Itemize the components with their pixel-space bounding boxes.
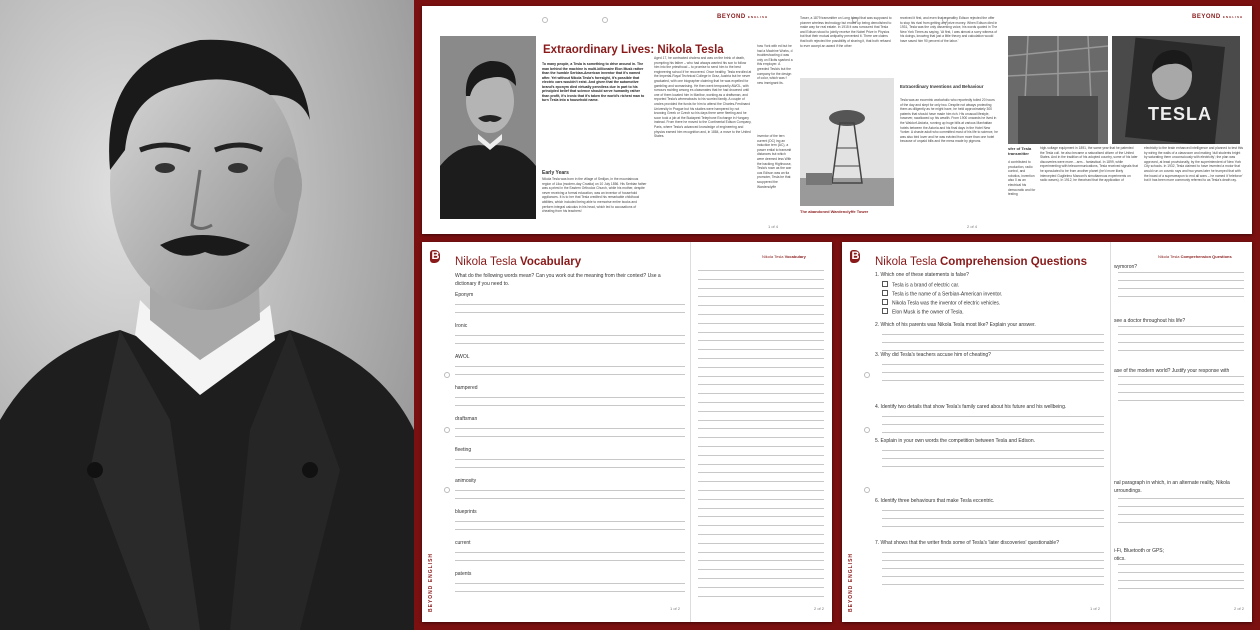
answer-line[interactable] — [882, 526, 1104, 527]
answer-line[interactable] — [698, 516, 824, 517]
article-column-4b: Tesla was an eccentric workaholic who reportedly toiled 20 hours of the day and slept for only two. Despite not always protecting them as diligently as he might have, he held approximately 300 patents that should have made him rich. His unusual lifestyle, however, swallowed up his wealth. From 1900 onwards he lived in the Waldorf-Astoria, running up huge bills at various Manhattan hotels between the Astoria and his final days in the Hotel New Yorker. A chaste adult who committed most of his life to science, he was also bird lover and he was evicted from more than one hotel because of unpaid bills and the mess made by pigeons. — [900, 98, 998, 144]
answer-line[interactable] — [698, 525, 824, 526]
answer-line[interactable] — [1118, 296, 1244, 297]
answer-line[interactable] — [882, 364, 1104, 365]
answer-line[interactable] — [698, 578, 824, 579]
article-column-2: Aged 17, he contracted cholera and was on the brink of death, prompting his father – who had always wanted his son to follow him into the priesthood – to promise to send him to the best engineering school if he recovered. Once healthy, Tesla enrolled at the Imperial-Royal Technical College in Graz, Austria but he never graduated, with one biographer claiming that he was expelled for gambling and womanising. He then went temporarily AWOL, with rumours swirling among ex-classmates that he had drowned until one of them located him in Maribor, working as a draftsman, and reported Tesla's whereabouts to his worried family. A couple of uncles provided the funds for him to attend the Charles-Ferdinand University in Prague but his studies were hampered by not knowing Greek or Czech so his days there were fleeting and he soon took a job at the Budapest Telephone Exchange in Hungary instead. From there he moved to the Continental Edison Company, Paris, where Tesla's advanced knowledge of engineering and physics earned him recognition and, in 1884, a move to the United States. — [654, 56, 752, 139]
answer-line[interactable] — [455, 552, 685, 553]
tower-caption: The abandoned Wardenclyffe Tower — [800, 209, 869, 214]
answer-line[interactable] — [698, 508, 824, 509]
page-number-q-1: 1 of 2 — [1090, 606, 1101, 611]
book-title: TESLA — [1148, 104, 1213, 124]
question-3: 3. Why did Tesla's teachers accuse him of cheating? — [875, 352, 991, 358]
page-divider — [1110, 242, 1111, 622]
answer-line[interactable] — [698, 332, 824, 333]
answer-line[interactable] — [882, 334, 1104, 335]
answer-line[interactable] — [698, 455, 824, 456]
early-years-heading: Early Years — [542, 170, 569, 176]
answer-line[interactable] — [1118, 334, 1244, 335]
comprehension-header: Nikola Tesla Comprehension Questions — [1158, 254, 1232, 259]
answer-line[interactable] — [455, 335, 685, 336]
answer-line[interactable] — [1118, 280, 1244, 281]
answer-line[interactable] — [698, 296, 824, 297]
answer-line[interactable] — [698, 596, 824, 597]
answer-line[interactable] — [882, 450, 1104, 451]
answer-line[interactable] — [698, 552, 824, 553]
article-column-4: received it first, and even that a wealthy Edison rejected the offer to stop his rival from getting any prize money. When Edison died in 1931, Tesla was the only dissenting voice, his words quoted in The New York Times as saying, 'At first, I was almost a sorry witness of his doings, knowing that just a little theory and calculation would have saved him 90 percent of the labor.' — [900, 16, 998, 43]
answer-line[interactable] — [455, 529, 685, 530]
binder-hole — [602, 17, 608, 23]
answer-line[interactable] — [455, 366, 685, 367]
answer-line[interactable] — [1118, 376, 1244, 377]
comprehension-sheet — [842, 242, 1252, 622]
article-sheet — [422, 6, 1252, 234]
article-partial-b: inventor of the tern current (DC) ing an induction tern (AC), a power ential to transmit distances but which were deemed less With the backing Highhouse, Tesla's rown as the war ous Edison was an tla promoter, Tesla be that scuppered the Wardenclyffe — [757, 134, 792, 189]
answer-line[interactable] — [1118, 272, 1244, 273]
question-6: 6. Identify three behaviours that make Tesla eccentric. — [875, 498, 995, 504]
answer-line[interactable] — [882, 584, 1104, 585]
answer-line[interactable] — [1118, 564, 1244, 565]
worksheet-preview-frame — [414, 0, 1260, 630]
answer-line[interactable] — [698, 270, 824, 271]
answer-line[interactable] — [455, 304, 685, 305]
answer-line[interactable] — [698, 279, 824, 280]
answer-line[interactable] — [698, 472, 824, 473]
article-portrait-image — [440, 36, 536, 219]
answer-line[interactable] — [1118, 350, 1244, 351]
answer-line[interactable] — [455, 560, 685, 561]
question-7: 7. What shows that the writer finds some of Tesla's 'later discoveries' questionable? — [875, 540, 1059, 546]
article-partial-e: high-voltage equipment in 1891, the same year that he patented the Tesla coil. he also became a naturalised citizen of the United States. And in the tradition of his adopted country, some of his later discoveries were more... arm... fantastical. In 1899, while experimenting with telecommunications, Tesla received signals that he speculated to be from another planet (he'd more likely intercepted Guglielmo Marconi's simultaneous experiments on radio waves). In 1912, he theorised that the application of — [1040, 146, 1138, 183]
tesla-portrait-photo — [0, 0, 414, 630]
question-1-option[interactable]: Tesla is the name of a Serbian-American inventor. — [882, 290, 1002, 298]
answer-line[interactable] — [698, 490, 824, 491]
answer-line[interactable] — [882, 350, 1104, 351]
back-question-5: urroundings. — [1114, 488, 1142, 494]
answer-line[interactable] — [455, 583, 685, 584]
answer-line[interactable] — [455, 428, 685, 429]
answer-line[interactable] — [882, 372, 1104, 373]
binder-hole — [864, 427, 870, 433]
page-number-article-1: 1 of 4 — [768, 224, 779, 229]
answer-line[interactable] — [698, 587, 824, 588]
answer-line[interactable] — [882, 458, 1104, 459]
page-number-vocab-1: 1 of 2 — [670, 606, 681, 611]
article-partial-d: d contributed to production, radio control, and robotics, invention also 0 as an electrical his democratic and for testing — [1008, 160, 1036, 197]
vertical-brand: BEYOND ENGLISH — [848, 552, 854, 612]
binder-hole — [444, 427, 450, 433]
answer-line[interactable] — [698, 393, 824, 394]
answer-line[interactable] — [882, 576, 1104, 577]
vocab-word: fleeting — [455, 447, 472, 453]
vocab-word: blueprints — [455, 509, 477, 515]
answer-line[interactable] — [455, 374, 685, 375]
answer-line[interactable] — [698, 305, 824, 306]
back-question-4: nal paragraph in which, in an alternate reality, Nikola — [1114, 480, 1230, 486]
binder-hole — [864, 487, 870, 493]
vocab-word: Ironic — [455, 323, 468, 329]
answer-line[interactable] — [698, 446, 824, 447]
question-5: 5. Explain in your own words the competition between Tesla and Edison. — [875, 438, 1036, 444]
answer-line[interactable] — [1118, 514, 1244, 515]
vocab-word: animosity — [455, 478, 477, 484]
answer-line[interactable] — [698, 499, 824, 500]
answer-line[interactable] — [1118, 522, 1244, 523]
answer-line[interactable] — [882, 560, 1104, 561]
answer-line[interactable] — [1118, 392, 1244, 393]
page-number-vocab-2: 2 of 2 — [814, 606, 825, 611]
answer-line[interactable] — [882, 380, 1104, 381]
vocab-word: hampered — [455, 385, 478, 391]
answer-line[interactable] — [882, 568, 1104, 569]
answer-line[interactable] — [698, 411, 824, 412]
answer-line[interactable] — [455, 397, 685, 398]
answer-line[interactable] — [1118, 572, 1244, 573]
answer-line[interactable] — [698, 402, 824, 403]
comprehension-title: Nikola Tesla Comprehension Questions — [875, 256, 1087, 268]
answer-line[interactable] — [1118, 498, 1244, 499]
answer-line[interactable] — [455, 405, 685, 406]
answer-line[interactable] — [1118, 580, 1244, 581]
answer-line[interactable] — [698, 569, 824, 570]
answer-line[interactable] — [455, 459, 685, 460]
answer-line[interactable] — [882, 424, 1104, 425]
vocab-word: patents — [455, 571, 472, 577]
answer-line[interactable] — [455, 343, 685, 344]
answer-line[interactable] — [455, 498, 685, 499]
answer-line[interactable] — [1118, 400, 1244, 401]
question-4: 4. Identify two details that show Tesla's family cared about his future and his wellbeing. — [875, 404, 1067, 410]
brand-b-logo — [850, 250, 860, 263]
vocabulary-title: Nikola Tesla Vocabulary — [455, 256, 582, 268]
page-number-q-2: 2 of 2 — [1234, 606, 1245, 611]
early-years-text: Nikola Tesla was born in the village of Smiljan, in the mountainous region of Lika (modern-day Croatia) on 10 July 1856. His Serbian father was a priest in the Eastern Orthodox Church, while his mother, despite never receiving a formal education, was an inventor of household appliances. It is to her that Tesla credited his remarkable childhood abilities, which included being able to memorise entire books and perform integral calculus in his head, which led to accusations of cheating from his teachers! — [542, 177, 647, 214]
answer-line[interactable] — [1118, 506, 1244, 507]
biography-book-image — [1112, 36, 1240, 144]
portrait-illustration — [0, 0, 414, 630]
back-question-6: i-Fi, Bluetooth or GPS; — [1114, 548, 1165, 554]
answer-line[interactable] — [1118, 384, 1244, 385]
back-question-3: ase of the modern world? Justify your response with — [1114, 368, 1230, 374]
article-partial-c: sfer of Tesla transmitter — [1008, 146, 1032, 156]
brand-logo-top-2: BEYOND ENGLISH — [1192, 14, 1244, 20]
answer-line[interactable] — [698, 340, 824, 341]
answer-line[interactable] — [455, 521, 685, 522]
answer-line[interactable] — [1118, 588, 1244, 589]
answer-line[interactable] — [698, 560, 824, 561]
article-lead: To many people, a Tesla is something to drive around in. The man behind the machine is multi-billionaire Elon Musk rather than the humble Serbian-American inventor that it's named after. Yet without Nikola Tesla's foresight, it's possible that electric cars wouldn't exist. And given that the automotive brand's eponym died virtually penniless due in part to his principled belief that science should serve humanity rather than profit, it's ironic that it's taken the world's richest man to turn Tesla into a household name. — [542, 62, 645, 102]
answer-line[interactable] — [882, 432, 1104, 433]
wardenclyffe-tower-image — [800, 78, 894, 206]
question-2: 2. Which of his parents was Nikola Tesla most like? Explain your answer. — [875, 322, 1036, 328]
binder-hole — [864, 372, 870, 378]
article-partial-f: electricity to the brain enhanced intelligence and planned to test this by wiring the walls of a classroom and making 'dull students bright by saturating them unconsciously with electricity'; the plan was approved, at least provisionally, by the superintendent of New York City schools. In 1932, Tesla claimed to have invented a motor that would run on cosmic rays and two years later he trumped that with the boast of a superweapon to end all wars – he named it 'teleforce' but it has been more commonly referred to as Tesla's death ray. — [1144, 146, 1243, 183]
lab-photo — [1008, 36, 1108, 144]
answer-line[interactable] — [698, 376, 824, 377]
answer-line[interactable] — [698, 323, 824, 324]
brand-logo-top-1: BEYOND ENGLISH — [717, 14, 769, 20]
binder-hole — [444, 372, 450, 378]
answer-line[interactable] — [698, 428, 824, 429]
vertical-brand: BEYOND ENGLISH — [428, 552, 434, 612]
vocab-word: AWOL — [455, 354, 470, 360]
article-partial-a: how York with ed but he had a Machine Works, d troubleshooting d was only on Elicits sparked a this employer. A greeded Tesla's but the company for the design of color, which was f new immigrant its. — [757, 44, 793, 85]
answer-line[interactable] — [882, 342, 1104, 343]
answer-line[interactable] — [455, 436, 685, 437]
answer-line[interactable] — [698, 349, 824, 350]
answer-line[interactable] — [698, 420, 824, 421]
answer-line[interactable] — [882, 552, 1104, 553]
back-question-1: wymoron? — [1114, 264, 1138, 270]
page-number-article-2: 2 of 4 — [967, 224, 978, 229]
answer-line[interactable] — [882, 510, 1104, 511]
answer-line[interactable] — [1118, 342, 1244, 343]
vocab-word: draftsman — [455, 416, 478, 422]
answer-line[interactable] — [882, 466, 1104, 467]
vocab-word: Eponym — [455, 292, 474, 298]
answer-line[interactable] — [455, 591, 685, 592]
answer-line[interactable] — [698, 384, 824, 385]
article-title: Extraordinary Lives: Nikola Tesla — [543, 44, 724, 56]
vocabulary-sheet — [422, 242, 832, 622]
question-1: 1. Which one of these statements is false? — [875, 272, 969, 278]
answer-line[interactable] — [1118, 326, 1244, 327]
answer-line[interactable] — [698, 367, 824, 368]
answer-line[interactable] — [455, 312, 685, 313]
vocabulary-instructions: What do the following words mean? Can you work out the meaning from their context? Use a dictionary if you need to. — [455, 273, 661, 287]
answer-line[interactable] — [698, 437, 824, 438]
binder-hole — [542, 17, 548, 23]
article-column-3: Tower, a 1879 transmitter on Long Island that was supposed to pioneer wireless technology but ended up being demolished to make way for real estate. In 1915 it was rumoured that Tesla and Edison stood to jointly receive the Nobel Prize in Physics but that their mutual antipathy prevented it. There are claims that both rejected the possibility of sharing it, that both refused to ever accept an award if the other — [800, 16, 892, 48]
question-1-option[interactable]: Tesla is a brand of electric car. — [882, 281, 959, 289]
answer-line[interactable] — [882, 416, 1104, 417]
answer-line[interactable] — [698, 288, 824, 289]
answer-line[interactable] — [698, 314, 824, 315]
answer-line[interactable] — [698, 464, 824, 465]
inventions-heading: Extraordinary Inventions and Behaviour — [900, 84, 984, 89]
answer-line[interactable] — [698, 481, 824, 482]
answer-line[interactable] — [455, 467, 685, 468]
answer-line[interactable] — [455, 490, 685, 491]
binder-hole — [444, 487, 450, 493]
back-question-2: see a doctor throughout his life? — [1114, 318, 1186, 324]
answer-line[interactable] — [1118, 288, 1244, 289]
page-divider — [690, 242, 691, 622]
answer-line[interactable] — [698, 534, 824, 535]
brand-b-logo — [430, 250, 440, 263]
answer-line[interactable] — [698, 543, 824, 544]
answer-line[interactable] — [698, 358, 824, 359]
vocab-word: current — [455, 540, 471, 546]
answer-line[interactable] — [882, 518, 1104, 519]
back-question-7: otics. — [1114, 556, 1126, 562]
question-1-option[interactable]: Elon Musk is the owner of Tesla. — [882, 308, 964, 316]
question-1-option[interactable]: Nikola Tesla was the inventor of electric vehicles. — [882, 299, 1000, 307]
vocabulary-header: Nikola Tesla Vocabulary — [762, 254, 806, 259]
